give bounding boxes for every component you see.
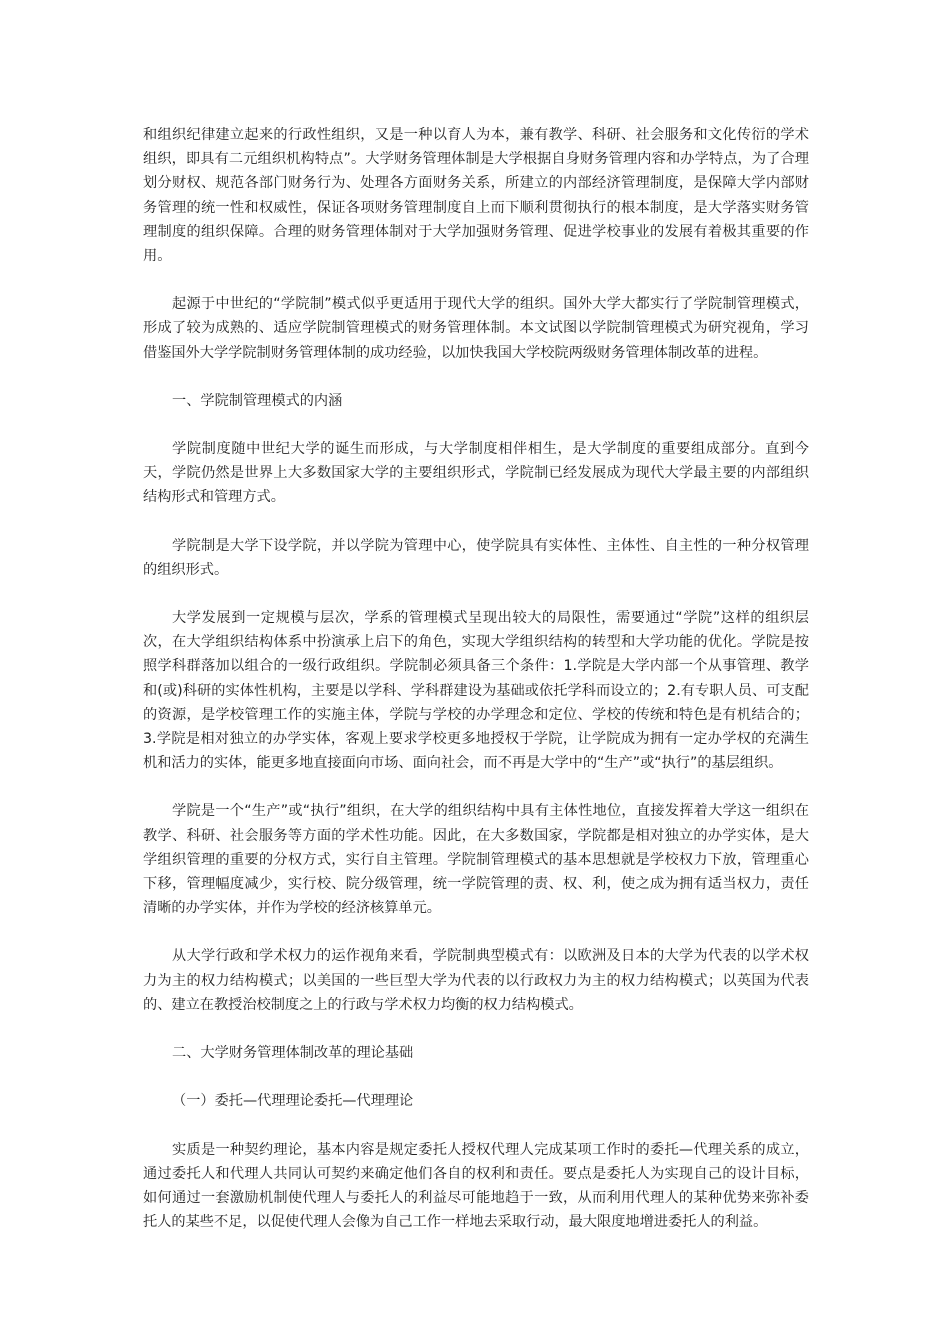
paragraph-gap xyxy=(143,582,809,606)
paragraph-gap xyxy=(143,510,809,534)
paragraph-college-role: 学院是一个“生产”或“执行”组织，在大学的组织结构中具有主体性地位，直接发挥着大学这一组织在教学、科研、社会服务等方面的学术性功能。因此，在大多数国家，学院都是相对独立的办学实体，是大学组织管理的重要的分权方式，实行自主管理。学院制管理模式的基本思想就是学校权力下放，管理重心下移，管理幅度减少，实行校、院分级管理，统一学院管理的责、权、利，使之成为拥有适当权力，责任清晰的办学实体，并作为学校的经济核算单元。 xyxy=(143,803,809,917)
subsection-heading-1: （一）委托—代理理论委托—代理理论 xyxy=(172,1093,414,1110)
paragraph-college-system-origin: 起源于中世纪的“学院制”模式似乎更适用于现代大学的组织。国外大学大都实行了学院制管理模式，形成了较为成熟的、适应学院制管理模式的财务管理体制。本文试图以学院制管理模式为研究视角，学习借鉴国外大学学院制财务管理体制的成功经验，以加快我国大学校院两级财务管理体制改革的进程。 xyxy=(143,296,809,361)
paragraph-college-conditions: 大学发展到一定规模与层次，学系的管理模式呈现出较大的局限性，需要通过“学院”这样的组织层次，在大学组织结构体系中扮演承上启下的角色，实现大学组织结构的转型和大学功能的优化。学院是按照学科群落加以组合的一级行政组织。学院制必须具备三个条件：1.学院是大学内部一个从事管理、教学和(或)科研的实体性机构，主要是以学科、学科群建设为基础或依托学科而设立的；2.有专职人员、可支配的资源，是学校管理工作的实施主体，学院与学校的办学理念和定位、学校的传统和特色是有机结合的；3.学院是相对独立的办学实体，客观上要求学校更多地授权于学院，让学院成为拥有一定办学权的充满生机和活力的实体，能更多地直接面向市场、面向社会，而不再是大学中的“生产”或“执行”的基层组织。 xyxy=(143,610,809,772)
paragraph-intro-continued: 和组织纪律建立起来的行政性组织，又是一种以育人为本，兼有教学、科研、社会服务和文化传衍的学术组织，即具有二元组织机构特点”。大学财务管理体制是大学根据自身财务管理内容和办学特点，为了合理划分财权、规范各部门财务行为、处理各方面财务关系，所建立的内部经济管理制度，是保障大学内部财务管理的统一性和权威性，保证各项财务管理制度自上而下顺利贯彻执行的根本制度，是大学落实财务管理制度的组织保障。合理的财务管理体制对于大学加强财务管理、促进学校事业的发展有着极其重要的作用。 xyxy=(143,127,809,265)
paragraph-gap xyxy=(143,365,809,389)
paragraph-gap xyxy=(143,920,809,944)
paragraph-gap xyxy=(143,1065,809,1089)
document-body xyxy=(143,123,809,1234)
paragraph-gap xyxy=(143,413,809,437)
paragraph-gap xyxy=(143,1114,809,1138)
paragraph-agency-theory: 实质是一种契约理论，基本内容是规定委托人授权代理人完成某项工作时的委托—代理关系的成立，通过委托人和代理人共同认可契约来确定他们各自的权利和责任。要点是委托人为实现自己的设计目标，如何通过一套激励机制使代理人与委托人的利益尽可能地趋于一致，从而利用代理人的某种优势来弥补委托人的某些不足，以促使代理人会像为自己工作一样地去采取行动，最大限度地增进委托人的利益。 xyxy=(143,1141,809,1231)
paragraph-college-history: 学院制度随中世纪大学的诞生而形成，与大学制度相伴相生，是大学制度的重要组成部分。直到今天，学院仍然是世界上大多数国家大学的主要组织形式，学院制已经发展成为现代大学最主要的内部组织结构形式和管理方式。 xyxy=(143,441,809,506)
paragraph-gap xyxy=(143,775,809,799)
section-heading-1: 一、学院制管理模式的内涵 xyxy=(172,392,343,409)
paragraph-gap xyxy=(143,1017,809,1041)
paragraph-college-definition: 学院制是大学下设学院，并以学院为管理中心，使学院具有实体性、主体性、自主性的一种分权管理的组织形式。 xyxy=(143,537,809,578)
paragraph-power-models: 从大学行政和学术权力的运作视角来看，学院制典型模式有：以欧洲及日本的大学为代表的以学术权力为主的权力结构模式；以美国的一些巨型大学为代表的以行政权力为主的权力结构模式；以英国为代表的、建立在教授治校制度之上的行政与学术权力均衡的权力结构模式。 xyxy=(143,948,809,1013)
section-heading-2: 二、大学财务管理体制改革的理论基础 xyxy=(172,1045,414,1062)
paragraph-gap xyxy=(143,268,809,292)
